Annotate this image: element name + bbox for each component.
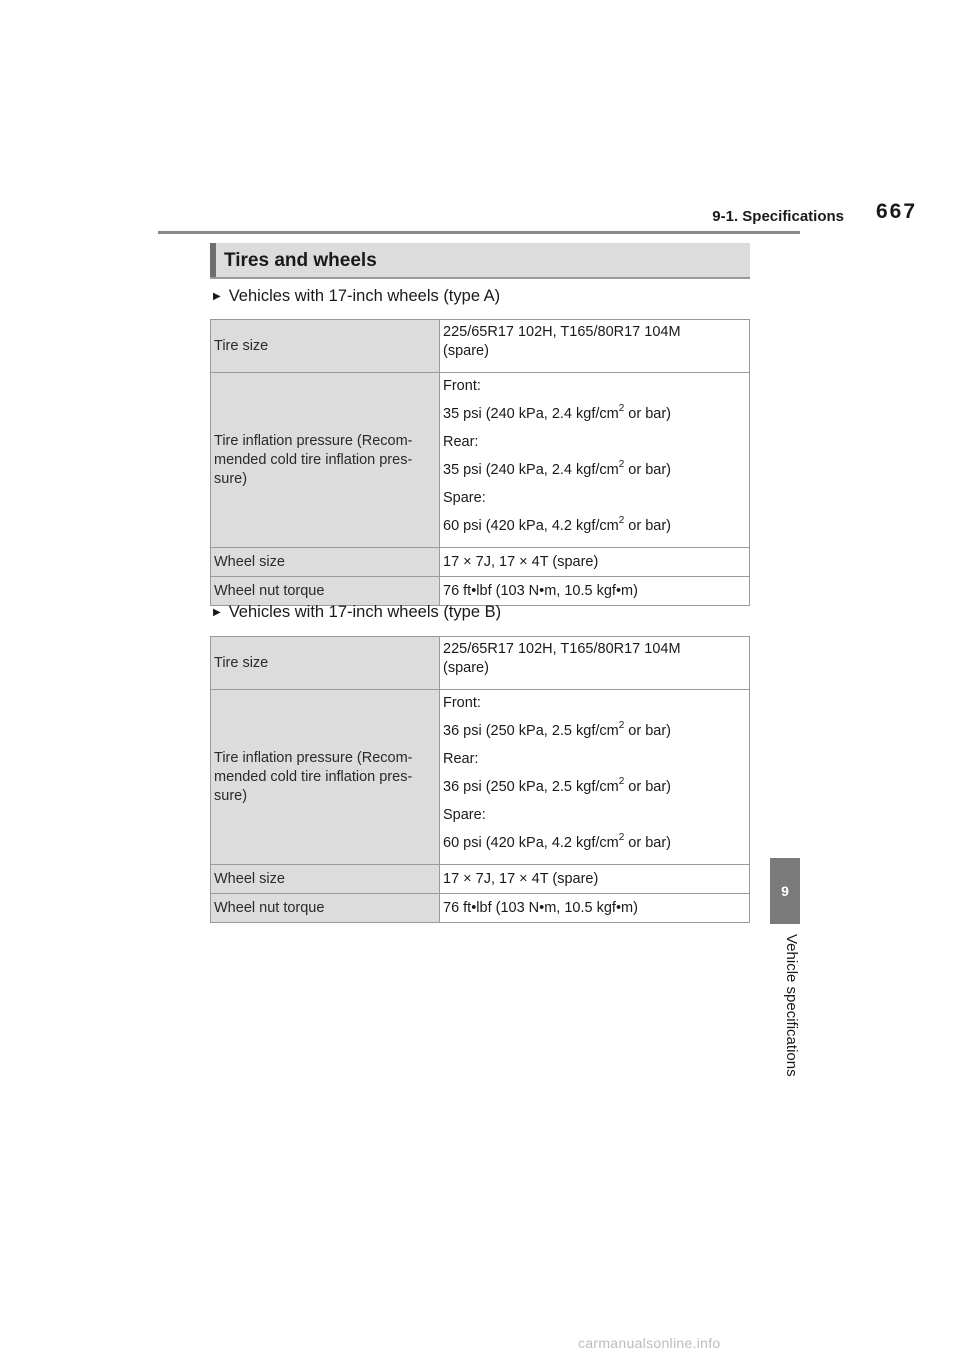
tire-size-value [440,320,750,373]
chapter-tab: 9 [770,858,800,924]
triangle-right-icon: ▶ [213,291,221,302]
spare-value: 60 psi (420 kPa, 4.2 kgf/$cm^2$ or bar) [443,515,672,534]
rear-label: Rear: [443,434,479,450]
wheel-size-label: Wheel size [211,548,440,577]
table-row [211,320,750,373]
rear-value: 35 psi (240 kPa, 2.4 kgf/$cm^2$ or bar) [443,459,672,478]
tire-size-value [440,637,750,690]
spec-table-type-a [210,319,750,606]
spare-label: Spare: [443,490,486,506]
pressure-value [440,373,750,548]
pressure-label-line: Tire inflation pressure (Recom- [214,432,413,449]
torque-value: 76 ft•lbf (103 N•m, 10.5 kgf•m) [440,577,750,606]
wheel-size-value: 17 × 7J, 17 × 4T (spare) [440,865,750,894]
subhead-text: Vehicles with 17-inch wheels (type B) [228,603,502,621]
pressure-label [211,373,440,548]
wheel-size-label: Wheel size [211,865,440,894]
tire-size-label: Tire size [211,320,440,373]
table-row [211,373,750,548]
tire-size-line: 225/65R17 102H, T165/80R17 104M [443,324,681,340]
front-value: 36 psi (250 kPa, 2.5 kgf/$cm^2$ or bar) [443,720,672,739]
front-label: Front: [443,378,481,394]
torque-label: Wheel nut torque [211,894,440,923]
pressure-label [211,690,440,865]
tire-size-label: Tire size [211,637,440,690]
wheel-size-value: 17 × 7J, 17 × 4T (spare) [440,548,750,577]
table-row [211,690,750,865]
rear-value: 36 psi (250 kPa, 2.5 kgf/$cm^2$ or bar) [443,776,672,795]
table-row [211,548,750,577]
page-number: 667 [876,200,918,223]
subhead-text: Vehicles with 17-inch wheels (type A) [228,287,501,305]
pressure-value [440,690,750,865]
pressure-label-line: mended cold tire inflation pres- [214,451,413,468]
pressure-label-line: sure) [214,787,248,804]
subhead-type-b [213,603,501,622]
table-row [211,637,750,690]
torque-value: 76 ft•lbf (103 N•m, 10.5 kgf•m) [440,894,750,923]
page-header [158,200,918,234]
tire-size-line: (spare) [443,660,489,676]
table-row [211,894,750,923]
spare-label: Spare: [443,807,486,823]
front-value: 35 psi (240 kPa, 2.4 kgf/$cm^2$ or bar) [443,403,672,422]
pressure-label-line: Tire inflation pressure (Recom- [214,749,413,766]
chapter-label: Vehicle specifications [783,934,800,1077]
torque-label: Wheel nut torque [211,577,440,606]
table-row [211,865,750,894]
section-title-bar [210,243,750,279]
tire-size-line: 225/65R17 102H, T165/80R17 104M [443,641,681,657]
rear-label: Rear: [443,751,479,767]
table-row [211,577,750,606]
watermark: carmanualsonline.info [578,1335,721,1351]
triangle-right-icon: ▶ [213,607,221,618]
subhead-type-a [213,287,500,306]
pressure-label-line: mended cold tire inflation pres- [214,768,413,785]
section-title: Tires and wheels [224,250,377,271]
spare-value: 60 psi (420 kPa, 4.2 kgf/$cm^2$ or bar) [443,832,672,851]
pressure-label-line: sure) [214,470,248,487]
spec-table-type-b [210,636,750,923]
section-label: 9-1. Specifications [712,208,844,225]
front-label: Front: [443,695,481,711]
tire-size-line: (spare) [443,343,489,359]
